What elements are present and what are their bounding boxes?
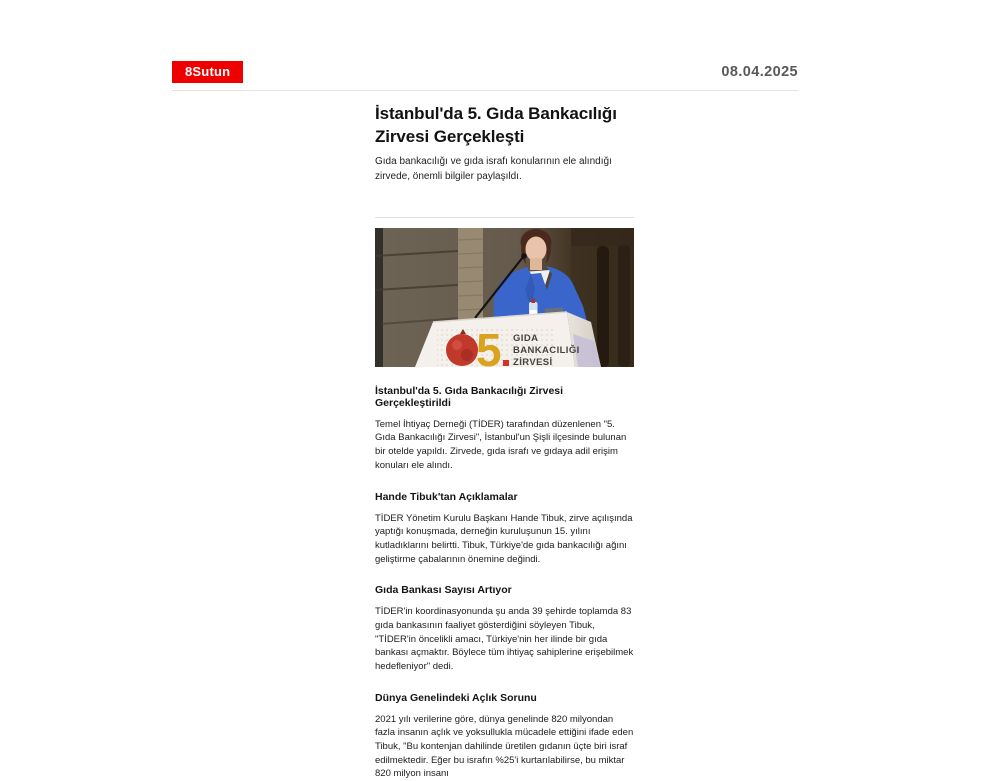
section-heading: Gıda Bankası Sayısı Artıyor bbox=[375, 584, 512, 597]
article-photo bbox=[375, 228, 634, 376]
article-section bbox=[375, 491, 634, 567]
podium-logo-line3: ZİRVESİ bbox=[513, 356, 553, 368]
section-heading: Dünya Genelindeki Açlık Sorunu bbox=[375, 691, 537, 704]
pomegranate-icon bbox=[446, 334, 478, 366]
site-logo-badge[interactable]: 8Sutun bbox=[172, 61, 243, 83]
section-paragraph: 2021 yılı verilerine göre, dünya genelinde 820 milyondan fazla insanın açlık ve yoksullukla mücadele ettiğini ifade eden Tibuk, "Bu kontenjan dahilinde üretilen gıdanın üçte biri israf edilmektedir. Eğer bu israfın %25'i kurtarılabilirse, bu miktar 820 milyon insanı bbox=[375, 713, 634, 780]
article-title: İstanbul'da 5. Gıda Bankacılığı Zirvesi Gerçekleşti bbox=[375, 104, 617, 146]
article-section bbox=[375, 692, 634, 781]
article-subtitle: Gıda bankacılığı ve gıda israfı konularının ele alındığı zirvede, önemli bilgiler paylaşıldı. bbox=[375, 156, 612, 183]
section-paragraph: TİDER'in koordinasyonunda şu anda 39 şehirde toplamda 83 gıda bankasının faaliyet gösterdiğini söyleyen Tibuk, "TİDER'in öncelikli amacı, Türkiye'nin her ilinde bir gıda bankası açmaktır. Böylece tüm ihtiyaç sahiplerine erişebilmek hedefleniyor" dedi. bbox=[375, 606, 634, 672]
header-divider bbox=[172, 90, 798, 91]
speaker-face bbox=[526, 236, 547, 261]
podium-logo-number: 5 bbox=[476, 323, 502, 376]
section-heading: Hande Tibuk'tan Açıklamalar bbox=[375, 490, 518, 503]
speaker-neck bbox=[530, 258, 542, 270]
section-paragraph: Temel İhtiyaç Derneği (TİDER) tarafından düzenlenen "5. Gıda Bankacılığı Zirvesi", İstanbul'un Şişli ilçesinde bulunan bir otelde yapıldı. Zirvede, gıda israfı ve gıdaya adil erişim konuları ele alındı. bbox=[375, 418, 627, 471]
photo-divider bbox=[375, 217, 634, 218]
article-section bbox=[375, 584, 634, 673]
podium-logo-line1: GIDA bbox=[513, 332, 539, 344]
section-heading: İstanbul'da 5. Gıda Bankacılığı Zirvesi Gerçekleştirildi bbox=[375, 384, 564, 409]
podium-logo-line2: BANKACILIĞI bbox=[513, 344, 580, 356]
section-paragraph: TİDER Yönetim Kurulu Başkanı Hande Tibuk, zirve açılışında yaptığı konuşmada, derneğin kuruluşunun 15. yılını kutladıklarını belirtti. Tibuk, Türkiye'de gıda bankacılığı ağını geliştirme çabalarının önemine değindi. bbox=[375, 512, 633, 565]
podium bbox=[415, 312, 601, 376]
article-section bbox=[375, 385, 634, 473]
date-label: 08.04.2025 bbox=[721, 64, 798, 80]
article bbox=[375, 103, 634, 781]
